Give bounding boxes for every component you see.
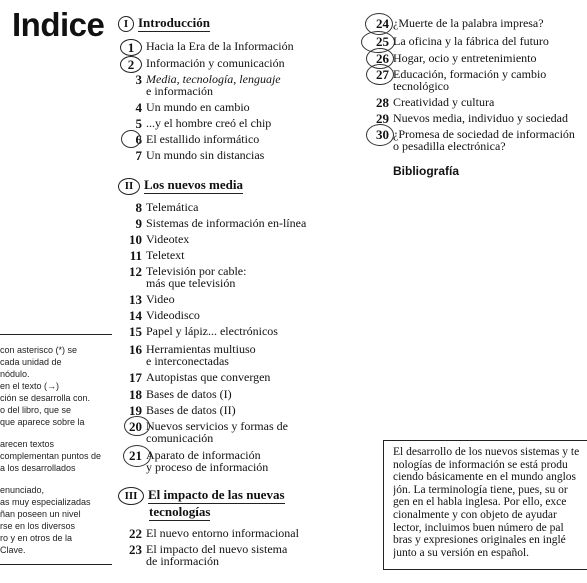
section-title: Los nuevos media [144,177,243,192]
pen-circle-mark [124,416,150,436]
terminology-note-text [393,446,587,559]
section-1-heading [118,15,210,32]
side-note-line: complementan puntos de [0,451,102,461]
side-note-line: arecen textos [0,439,55,449]
side-note-line: rse en los diversos [0,521,76,531]
side-note-line: que aparece sobre la [0,417,85,427]
side-note-line: ñan poseen un nivel [0,509,81,519]
side-note-line: cada unidad de [0,357,62,367]
section-numeral: III [118,487,144,505]
pen-circle-mark [366,124,394,146]
section-numeral: II [118,178,140,195]
index-title: Indice [12,6,105,43]
side-note-line: o del libro, que se [0,405,72,415]
section-numeral: I [118,16,134,32]
side-note-line: ción se desarrolla con. [0,393,91,403]
note-line: ciendo básicamente en el mundo anglos [393,471,576,484]
note-line: cionalmente y con objeto de ayudar [393,508,557,521]
side-note-line: con asterisco (*) se [0,345,78,355]
section-title: Introducción [138,15,210,30]
note-line: El desarrollo de los nuevos sistemas y te [393,446,580,458]
note-line: nologías de información se está produ [393,458,568,471]
side-note-line: nódulo. [0,369,30,379]
section-title: El impacto de las nuevas [148,487,285,502]
note-line: gen en el habla inglesa. Por ello, exce [393,496,567,509]
side-note-line: ro y en otros de la [0,533,73,543]
side-note-line: en el texto (→) [0,381,60,391]
side-note-line: enunciado, [0,485,45,495]
divider-top [0,334,112,335]
section-title-line2: tecnologías [149,504,211,519]
bibliography-heading[interactable]: Bibliografía [393,164,460,178]
pen-circle-mark [366,64,394,85]
side-note-line: Clave. [0,545,26,555]
note-line: jón. La terminología tiene, pues, su or [393,483,568,496]
section-2-heading [118,177,243,195]
divider-bottom [0,564,112,565]
note-line: bras y expresiones originales en inglé [393,534,566,547]
note-line: lector, incluimos buen número de pal [393,521,564,534]
pen-circle-mark [121,130,141,148]
pen-circle-mark [123,445,151,467]
side-note-line: as muy especializadas [0,497,91,507]
note-line: junto a su versión en español. [393,546,530,559]
section-3-heading [118,487,285,505]
side-note-line: a los desarrollados [0,463,76,473]
